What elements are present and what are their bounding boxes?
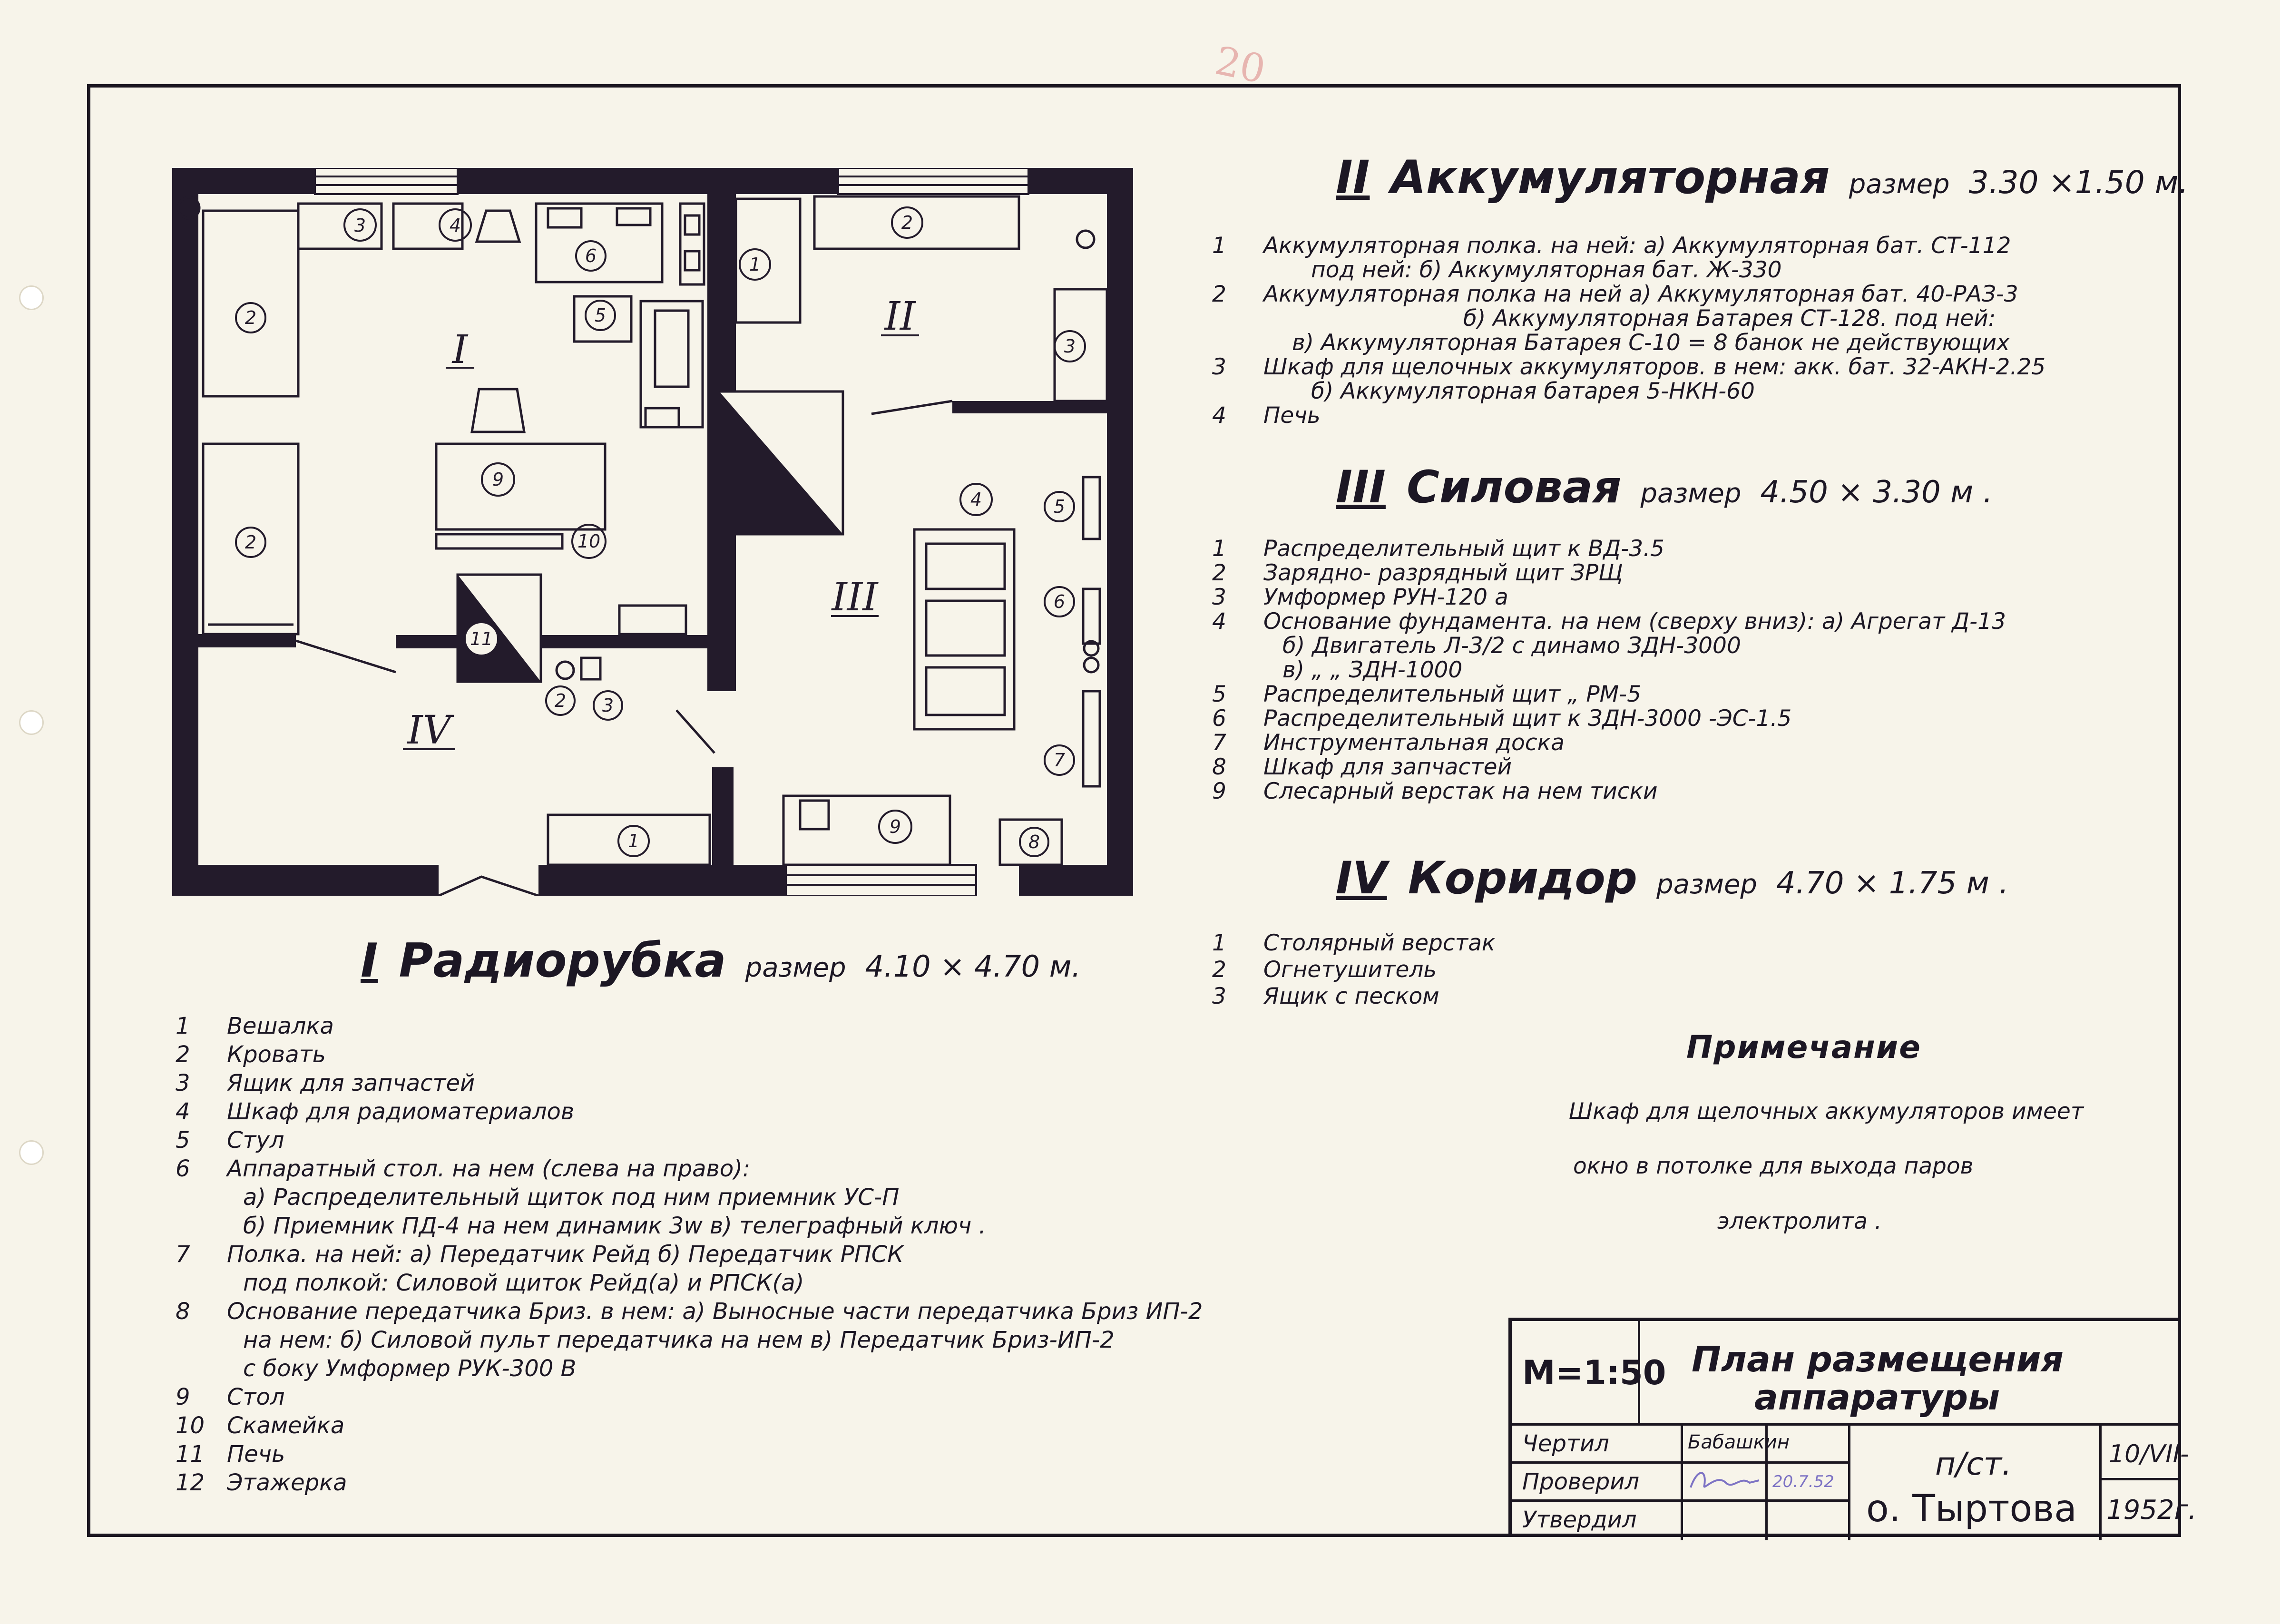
legend-item: 4 Основание фундамента. на нем (сверху вниз): а) Агрегат Д-13 bbox=[1212, 608, 2006, 635]
legend-item: 7 Инструментальная доска bbox=[1212, 730, 1565, 756]
door-entrance bbox=[439, 877, 538, 896]
room-ii-title bbox=[1336, 151, 2189, 204]
note-line: окно в потолке для выхода паров bbox=[1573, 1153, 1974, 1179]
room-iv-name: Коридор bbox=[1408, 852, 1638, 904]
bench bbox=[436, 534, 562, 548]
plan-label-8: 8 bbox=[1028, 832, 1040, 852]
wall-ii-iii bbox=[952, 401, 1112, 413]
plan-label-5: 5 bbox=[594, 305, 607, 326]
legend-item: 1 Вешалка bbox=[176, 1013, 334, 1039]
legend-item: 5 Стул bbox=[176, 1127, 284, 1154]
legend-item: 1 Распределительный щит к ВД-3.5 bbox=[1212, 536, 1664, 562]
note-line: Шкаф для щелочных аккумуляторов имеет bbox=[1569, 1098, 2084, 1125]
wall-bottom-left bbox=[172, 865, 439, 896]
title-line-2: аппаратуры bbox=[1754, 1377, 2000, 1418]
table bbox=[436, 444, 605, 529]
plan-label-1: 1 bbox=[627, 831, 640, 851]
plan-label-1: 1 bbox=[749, 254, 761, 275]
room-ii-size: 3.30 ×1.50 м. bbox=[1968, 164, 2189, 201]
plan-label-11: 11 bbox=[470, 628, 493, 649]
legend-item: 5 Распределительный щит „ РМ-5 bbox=[1212, 681, 1641, 707]
room-ii-legend bbox=[1212, 233, 2046, 429]
date-line-1: 10/VII- bbox=[2109, 1440, 2189, 1468]
door-iii-iv bbox=[676, 710, 714, 753]
room-iii-legend bbox=[1212, 536, 2006, 804]
legend-item: б) Аккумуляторная Батарея СТ-128. под ней: bbox=[1463, 305, 1996, 332]
legend-item: 12 Этажерка bbox=[176, 1469, 347, 1496]
legend-item: в) „ „ ЗДН-1000 bbox=[1282, 657, 1463, 683]
row-drew: Чертил bbox=[1522, 1430, 1609, 1457]
door-ii-iii bbox=[871, 401, 952, 414]
legend-item: 8 Шкаф для запчастей bbox=[1212, 754, 1512, 780]
battery-shelf bbox=[814, 196, 1019, 249]
plan-label-2: 2 bbox=[901, 212, 913, 233]
plan-label-5: 5 bbox=[1053, 496, 1066, 517]
room-numeral-iii: III bbox=[832, 575, 878, 620]
legend-item: а) Распределительный щиток под ним приемник УС-П bbox=[243, 1184, 900, 1211]
legend-item: в) Аккумуляторная Батарея С-10 = 8 банок не действующих bbox=[1292, 330, 2010, 356]
room-iii-size: 4.50 × 3.30 м . bbox=[1760, 475, 1993, 510]
foundation bbox=[914, 529, 1014, 729]
alkaline-cabinet bbox=[1055, 289, 1107, 401]
legend-item: б) Двигатель Л-3/2 с динамо ЗДН-3000 bbox=[1282, 633, 1741, 659]
legend-item: 9 Стол bbox=[176, 1384, 285, 1410]
window bbox=[838, 168, 1028, 194]
drew-name: Бабашкин bbox=[1688, 1431, 1790, 1453]
legend-item: под ней: б) Аккумуляторная бат. Ж-330 bbox=[1311, 257, 1782, 283]
plan-label-3: 3 bbox=[1064, 336, 1076, 357]
wall-bottom-right bbox=[1019, 865, 1133, 896]
chair bbox=[477, 211, 519, 242]
legend-item: б) Приемник ПД-4 на нем динамик 3w в) телеграфный ключ . bbox=[243, 1213, 986, 1239]
legend-item: 3 Умформер РУН-120 а bbox=[1212, 584, 1508, 610]
legend-item: 7 Полка. на ней: а) Передатчик Рейд б) Передатчик РПСК bbox=[176, 1241, 904, 1268]
legend-item: 1 Столярный верстак bbox=[1212, 930, 1496, 956]
room-i-title bbox=[361, 934, 1081, 988]
battery-shelf bbox=[736, 199, 800, 323]
legend-item: 2 Огнетушитель bbox=[1212, 957, 1437, 983]
plan-label-3: 3 bbox=[354, 215, 366, 236]
room-numeral-iv: IV bbox=[407, 708, 451, 753]
punch-hole bbox=[19, 1140, 44, 1165]
plan-label-4: 4 bbox=[449, 215, 461, 236]
title-line-1: План размещения bbox=[1692, 1339, 2064, 1380]
wall-right bbox=[1107, 168, 1133, 896]
legend-item: б) Аккумуляторная батарея 5-НКН-60 bbox=[1311, 378, 1755, 404]
room-iv-legend bbox=[1212, 930, 1496, 1010]
punch-hole bbox=[19, 285, 44, 310]
wall-i-iv-right bbox=[396, 635, 724, 648]
legend-item: с боку Умформер РУК-300 В bbox=[243, 1355, 577, 1382]
checker-signature bbox=[1688, 1464, 1764, 1497]
room-i-size-word: размер bbox=[745, 952, 846, 983]
room-i-legend bbox=[176, 1012, 1203, 1497]
room-iii-numeral: III bbox=[1336, 461, 1386, 513]
legend-item: 2 Аккумуляторная полка на ней а) Аккумуляторная бат. 40-РАЗ-3 bbox=[1212, 281, 2018, 307]
plan-label-6: 6 bbox=[1053, 591, 1066, 612]
room-ii-numeral: II bbox=[1336, 151, 1370, 204]
floor-plan bbox=[172, 168, 1133, 896]
legend-item: под полкой: Силовой щиток Рейд(а) и РПСК(а) bbox=[243, 1270, 804, 1296]
legend-item: 6 Аппаратный стол. на нем (слева на право): bbox=[176, 1155, 751, 1182]
station-line-2: о. Тыртова bbox=[1866, 1487, 2077, 1530]
room-iii-size-word: размер bbox=[1640, 478, 1742, 509]
check-date: 20.7.52 bbox=[1772, 1472, 1834, 1491]
wall-i-iv-left bbox=[172, 634, 296, 647]
legend-item: 2 Кровать bbox=[176, 1041, 326, 1068]
note-title: Примечание bbox=[1686, 1029, 1921, 1066]
plan-label-2: 2 bbox=[245, 532, 257, 553]
room-i-name: Радиорубка bbox=[399, 934, 726, 988]
row-approved: Утвердил bbox=[1522, 1507, 1637, 1533]
row-checked: Проверил bbox=[1522, 1468, 1640, 1495]
stove-ii-iii bbox=[719, 391, 843, 534]
scale-label: М=1:50 bbox=[1522, 1353, 1666, 1392]
wall-left bbox=[172, 168, 198, 896]
plan-label-6: 6 bbox=[585, 245, 597, 266]
room-i-size: 4.10 × 4.70 м. bbox=[865, 949, 1081, 984]
room-numeral-ii: II bbox=[884, 294, 916, 339]
room-ii-name: Аккумуляторная bbox=[1390, 151, 1830, 204]
legend-item: 3 Шкаф для щелочных аккумуляторов. в нем: акк. бат. 32-АКН-2.25 bbox=[1212, 354, 2046, 380]
plan-label-2: 2 bbox=[554, 690, 567, 711]
room-i-numeral: I bbox=[361, 934, 378, 988]
room-iv-title bbox=[1336, 852, 2009, 904]
plan-label-10: 10 bbox=[577, 531, 601, 552]
legend-item: 2 Зарядно- разрядный щит ЗРЩ bbox=[1212, 560, 1623, 586]
window bbox=[315, 168, 458, 194]
room-iv-size-word: размер bbox=[1656, 869, 1757, 900]
door-i-iv bbox=[296, 641, 396, 672]
legend-item: 10 Скамейка bbox=[176, 1412, 345, 1439]
note-line: электролита . bbox=[1717, 1208, 1882, 1234]
room-iv-numeral: IV bbox=[1336, 852, 1387, 904]
legend-item: 11 Печь bbox=[176, 1441, 285, 1467]
room-iii-name: Силовая bbox=[1406, 461, 1622, 513]
room-numeral-i: I bbox=[452, 327, 468, 372]
window bbox=[786, 865, 976, 896]
plan-label-7: 7 bbox=[1053, 750, 1066, 771]
corner-mark: 20 bbox=[1211, 38, 1270, 93]
legend-item: 3 Ящик для запчастей bbox=[176, 1070, 475, 1096]
legend-item: 6 Распределительный щит к ЗДН-3000 -ЭС-1.5 bbox=[1212, 705, 1792, 732]
room-ii-size-word: размер bbox=[1849, 169, 1950, 200]
plan-label-9: 9 bbox=[492, 469, 504, 490]
room-iii-title bbox=[1336, 461, 1993, 513]
legend-item: 4 Шкаф для радиоматериалов bbox=[176, 1098, 575, 1125]
punch-hole bbox=[19, 710, 44, 735]
plan-label-9: 9 bbox=[889, 816, 901, 837]
legend-item: 1 Аккумуляторная полка. на ней: а) Аккумуляторная бат. СТ-112 bbox=[1212, 233, 2011, 259]
plan-label-3: 3 bbox=[602, 695, 614, 716]
title-block bbox=[1508, 1318, 2197, 1537]
legend-item: 8 Основание передатчика Бриз. в нем: а) Выносные части передатчика Бриз ИП-2 bbox=[176, 1298, 1203, 1325]
plan-label-4: 4 bbox=[970, 489, 982, 510]
spare-parts-box bbox=[298, 204, 382, 249]
station-line-1: п/ст. bbox=[1935, 1446, 2012, 1482]
legend-item: 9 Слесарный верстак на нем тиски bbox=[1212, 778, 1658, 804]
legend-item: 4 Печь bbox=[1212, 402, 1321, 429]
room-iv-size: 4.70 × 1.75 м . bbox=[1776, 866, 2009, 901]
date-line-2: 1952г. bbox=[2106, 1495, 2197, 1526]
plan-label-2: 2 bbox=[245, 307, 257, 328]
legend-item: 3 Ящик с песком bbox=[1212, 983, 1439, 1009]
legend-item: на нем: б) Силовой пульт передатчика на нем в) Передатчик Бриз-ИП-2 bbox=[243, 1327, 1115, 1353]
wall-interior-vertical-lower bbox=[712, 767, 734, 881]
